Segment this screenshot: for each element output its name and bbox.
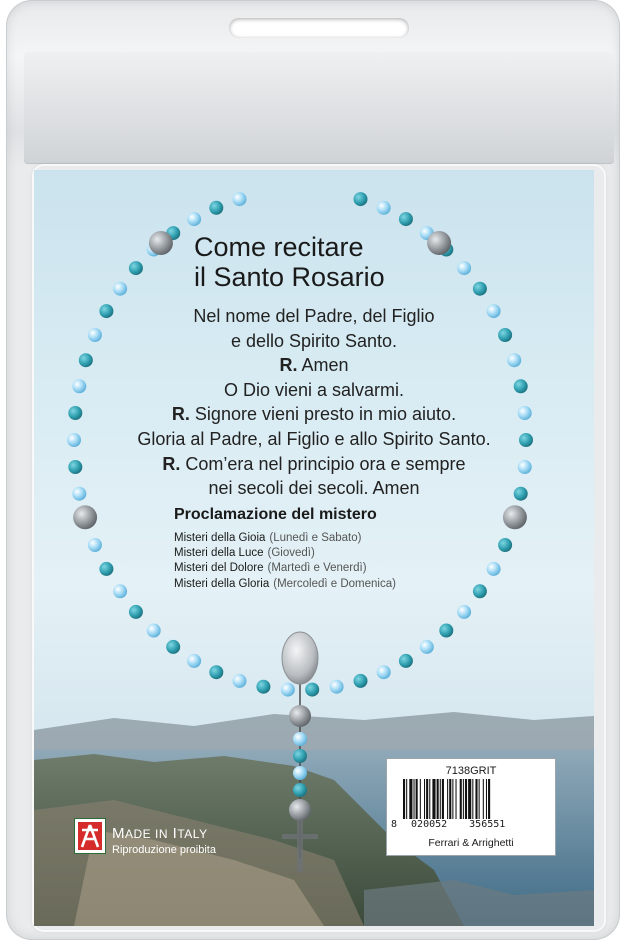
rosary-bead [88,538,102,552]
barcode-digits: 8 020052 356551 [391,819,506,830]
medal [282,632,318,684]
rosary-bead [399,212,413,226]
rosary-bead [420,640,434,654]
rosary-bead [457,261,471,275]
barcode-icon [403,779,543,819]
rosary-bead [354,674,368,688]
rosary-bead [233,674,247,688]
barcode-label [386,758,556,856]
rosary-bead [113,584,127,598]
rosary-bead [473,282,487,296]
rosary-bead [256,680,270,694]
product-code: 7138GRIT [445,765,497,777]
mysteries-list [174,531,504,592]
pendant-bead [293,749,307,763]
rosary-bead [330,680,344,694]
rosary-bead [67,433,81,447]
card-title [194,232,434,292]
rosary-bead [209,201,223,215]
made-in-italy: MADE IN ITALY [112,825,208,842]
rosary-bead [72,379,86,393]
rosary-bead [129,605,143,619]
prayer-line: Gloria al Padre, al Figlio e allo Spirito Santo. [137,428,491,449]
rosary-bead-grey [503,505,527,529]
mystery-item: Misteri della Luce (Giovedì) [174,547,315,560]
rosary-bead [129,261,143,275]
mystery-item: Misteri della Gloria (Mercoledì e Domenica) [174,577,396,590]
rosary-bead [68,406,82,420]
prayer-line: R. Com’era nel principio ora e sempre [162,453,466,474]
mystery-item: Misteri della Gioia (Lunedì e Sabato) [174,532,362,544]
rosary-bead [233,192,247,206]
rosary-bead [399,654,413,668]
rosary-bead [113,282,127,296]
company-name: Ferrari & Arrighetti [428,837,514,849]
prayer-line: R. Signore vieni presto in mio aiuto. [171,404,457,425]
rosary-bead [79,353,93,367]
prayer-line: Nel nome del Padre, del Figlio [193,306,435,326]
fa-logo [74,818,106,854]
rosary-bead [88,328,102,342]
rosary-bead-grey [73,505,97,529]
prayer-line: nei secoli dei secoli. Amen [208,478,420,499]
rosary-bead [281,683,295,697]
rosary-bead [305,683,319,697]
package-header [24,52,614,164]
rosary-bead [187,654,201,668]
rosary-card [34,170,594,926]
rosary-bead [439,624,453,638]
pendant-bead [293,732,307,746]
rosary-bead [377,665,391,679]
title-line-1: Come recitare [194,232,364,262]
proclamation-heading: Proclamazione del mistero [174,506,377,523]
rosary-bead [166,640,180,654]
rosary-bead [72,487,86,501]
pendant-bead [293,783,307,797]
rosary-bead [354,192,368,206]
rosary-bead [457,605,471,619]
rosary-bead [99,562,113,576]
fa-logo-mark [78,822,102,850]
rosary-bead [68,460,82,474]
hang-hole [229,18,409,38]
pendant-bead-grey [289,799,311,821]
rosary-bead-grey [149,231,173,255]
rosary-bead [209,665,223,679]
pendant-bead-grey [289,705,311,727]
pendant-bead [293,766,307,780]
rosary-bead [187,212,201,226]
prayer-line: R. Amen [279,355,349,376]
prayer-text [104,304,524,501]
rosary-bead [147,624,161,638]
rosary-bead [377,201,391,215]
prayer-line: e dello Spirito Santo. [230,330,398,351]
title-line-2: il Santo Rosario [194,262,385,292]
mystery-item: Misteri del Dolore (Martedì e Venerdì) [174,562,367,575]
crucifix-icon [282,820,318,872]
prayer-line: O Dio vieni a salvarmi. [223,379,405,400]
reproduction-notice: Riproduzione proibita [112,844,216,856]
